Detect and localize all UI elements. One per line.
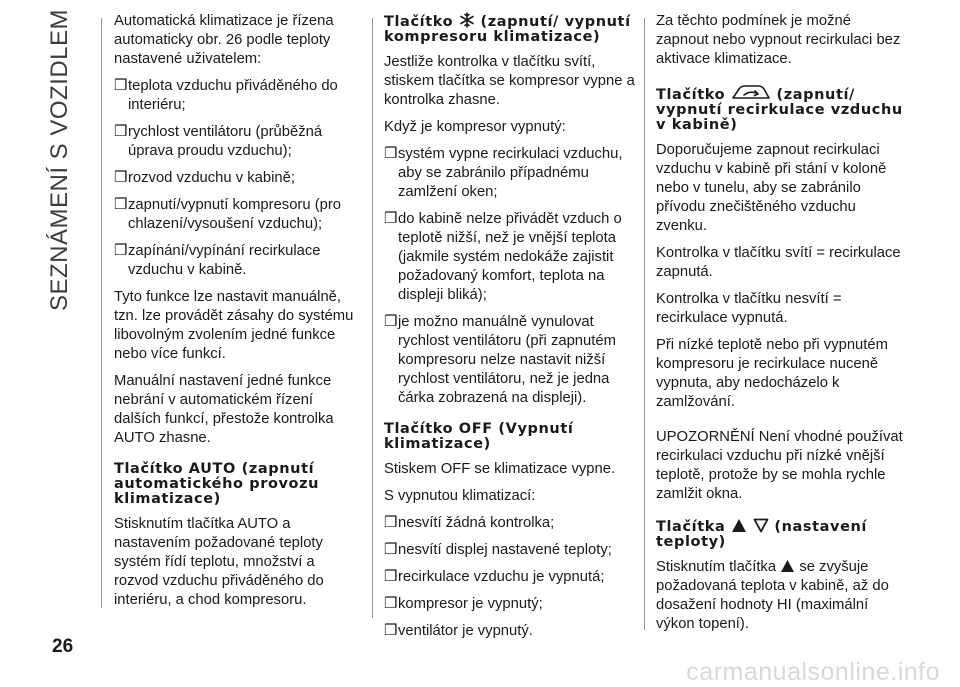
paragraph: Kontrolka v tlačítku nesvítí = recirkulace vypnutá.: [656, 291, 842, 326]
section-heading: Tlačítko OFF (Vypnutí klimatizace): [384, 421, 574, 452]
list-item: [384, 595, 640, 614]
bullet-box-icon: ❒: [114, 197, 128, 213]
paragraph: Stiskem OFF se klimatizace vypne.: [384, 461, 616, 477]
list-item: [384, 145, 640, 202]
list-item: [384, 514, 640, 533]
section-heading: [656, 83, 906, 133]
bullet-box-icon: ❒: [384, 515, 398, 531]
heading-text: (zapnutí/ vypnutí recirkulace vzduchu v kabině): [656, 87, 903, 133]
paragraph: Tyto funkce lze nastavit manuálně, tzn. lze provádět zásahy do systému libovolným zvolením jedné funkce nebo více funkcí.: [114, 289, 354, 362]
text-column-1: [114, 12, 362, 618]
column-divider: [644, 18, 645, 630]
list-item: [114, 196, 362, 234]
bullet-box-icon: ❒: [384, 314, 398, 330]
list-item-text: zapnutí/vypnutí kompresoru (pro chlazení/vysoušení vzduchu);: [128, 197, 342, 232]
paragraph: Kontrolka v tlačítku svítí = recirkulace zapnutá.: [656, 245, 901, 280]
list-item: [384, 622, 640, 641]
paragraph: S vypnutou klimatizací:: [384, 488, 536, 504]
list-item-text: rozvod vzduchu v kabině;: [128, 170, 295, 186]
heading-text: Tlačítko: [384, 14, 454, 30]
section-heading: Tlačítko AUTO (zapnutí automatického provozu klimatizace): [114, 461, 320, 507]
bullet-box-icon: ❒: [384, 542, 398, 558]
bullet-box-icon: ❒: [384, 596, 398, 612]
list-item-text: zapínání/vypínání recirkulace vzduchu v kabině.: [128, 243, 321, 278]
paragraph: Jestliže kontrolka v tlačítku svítí, stiskem tlačítka se kompresor vypne a kontrolka zhasne.: [384, 54, 635, 108]
paragraph: Za těchto podmínek je možné zapnout nebo vypnout recirkulaci bez aktivace klimatizace.: [656, 13, 901, 67]
paragraph: [656, 558, 906, 634]
list-item: [114, 242, 362, 280]
bullet-box-icon: ❒: [384, 146, 398, 162]
column-divider: [372, 18, 373, 618]
paragraph: UPOZORNĚNÍ Není vhodné používat recirkulaci vzduchu při nízké vnější teplotě, protože by se mohla rychle zamlžit okna.: [656, 429, 903, 502]
bullet-box-icon: ❒: [114, 78, 128, 94]
bullet-box-icon: ❒: [114, 124, 128, 140]
heading-text: Tlačítka: [656, 519, 726, 535]
paragraph-text: se zvyšuje požadovaná teplota v kabině, až do dosažení hodnoty HI (maximální výkon topení).: [656, 559, 889, 632]
snowflake-icon: [459, 12, 475, 28]
paragraph-text: Stisknutím tlačítka: [656, 559, 777, 575]
list-item-text: rychlost ventilátoru (průběžná úprava proudu vzduchu);: [128, 124, 323, 159]
paragraph: Když je kompresor vypnutý:: [384, 119, 566, 135]
bullet-box-icon: ❒: [384, 211, 398, 227]
list-item-text: je možno manuálně vynulovat rychlost ventilátoru (při zapnutém kompresoru nelze nastavit nižší rychlost ventilátoru, než je jedna čárka zobrazená na displeji).: [398, 314, 616, 406]
column-divider: [101, 18, 102, 608]
list-item: [114, 169, 362, 188]
list-item-text: ventilátor je vypnutý.: [398, 623, 533, 639]
list-item-text: nesvítí žádná kontrolka;: [398, 515, 555, 531]
list-item: [384, 568, 640, 587]
text-column-3: [656, 12, 906, 642]
list-item: [384, 313, 640, 408]
section-heading: [384, 12, 640, 45]
paragraph: Stisknutím tlačítka AUTO a nastavením požadované teploty systém řídí teplotu, množství a rozvod vzduchu přiváděného do interiéru, a chod kompresoru.: [114, 516, 324, 608]
list-item-text: recirkulace vzduchu je vypnutá;: [398, 569, 605, 585]
paragraph: Manuální nastavení jedné funkce nebrání v automatickém řízení dalších funkcí, přestože kontrolka AUTO zhasne.: [114, 373, 334, 446]
triangle-up-icon: [780, 559, 795, 573]
text-column-2: [384, 12, 640, 649]
bullet-box-icon: ❒: [384, 569, 398, 585]
bullet-box-icon: ❒: [114, 243, 128, 259]
list-item-text: systém vypne recirkulaci vzduchu, aby se zabránilo případnému zamlžení oken;: [398, 146, 623, 200]
list-item-text: teplota vzduchu přiváděného do interiéru;: [128, 78, 338, 113]
bullet-box-icon: ❒: [384, 623, 398, 639]
list-item: [384, 210, 640, 305]
list-item-text: nesvítí displej nastavené teploty;: [398, 542, 612, 558]
section-heading: [656, 518, 906, 550]
triangle-up-icon: [731, 518, 747, 533]
paragraph: Doporučujeme zapnout recirkulaci vzduchu v kabině při stání v koloně nebo v tunelu, aby se zabránilo přívodu znečištěného vzduchu zvenku.: [656, 142, 887, 234]
paragraph: Automatická klimatizace je řízena automaticky obr. 26 podle teploty nastavené uživatelem:: [114, 13, 334, 67]
bullet-box-icon: ❒: [114, 170, 128, 186]
watermark: carmanualsonline.info: [686, 658, 940, 686]
page-number: 26: [52, 636, 74, 657]
section-side-title-text: SEZNÁMENÍ S VOZIDLEM: [46, 8, 74, 312]
heading-text: (nastavení teploty): [656, 519, 868, 550]
heading-text: Tlačítko: [656, 87, 726, 103]
paragraph: Při nízké teplotě nebo při vypnutém kompresoru je recirkulace nuceně vypnuta, aby nedocházelo k zamlžování.: [656, 337, 888, 410]
list-item-text: kompresor je vypnutý;: [398, 596, 543, 612]
recirculation-icon: [731, 83, 771, 101]
section-side-title: [40, 8, 80, 312]
list-item: [384, 541, 640, 560]
list-item: [114, 77, 362, 115]
list-item-text: do kabině nelze přivádět vzduch o teplotě nižší, než je vnější teplota (jakmile systém nedokáže zajistit požadovaný komfort, teplota na displeji bliká);: [398, 211, 622, 303]
heading-text: (zapnutí/ vypnutí kompresoru klimatizace): [384, 14, 631, 45]
list-item: [114, 123, 362, 161]
triangle-down-icon: [753, 518, 769, 533]
